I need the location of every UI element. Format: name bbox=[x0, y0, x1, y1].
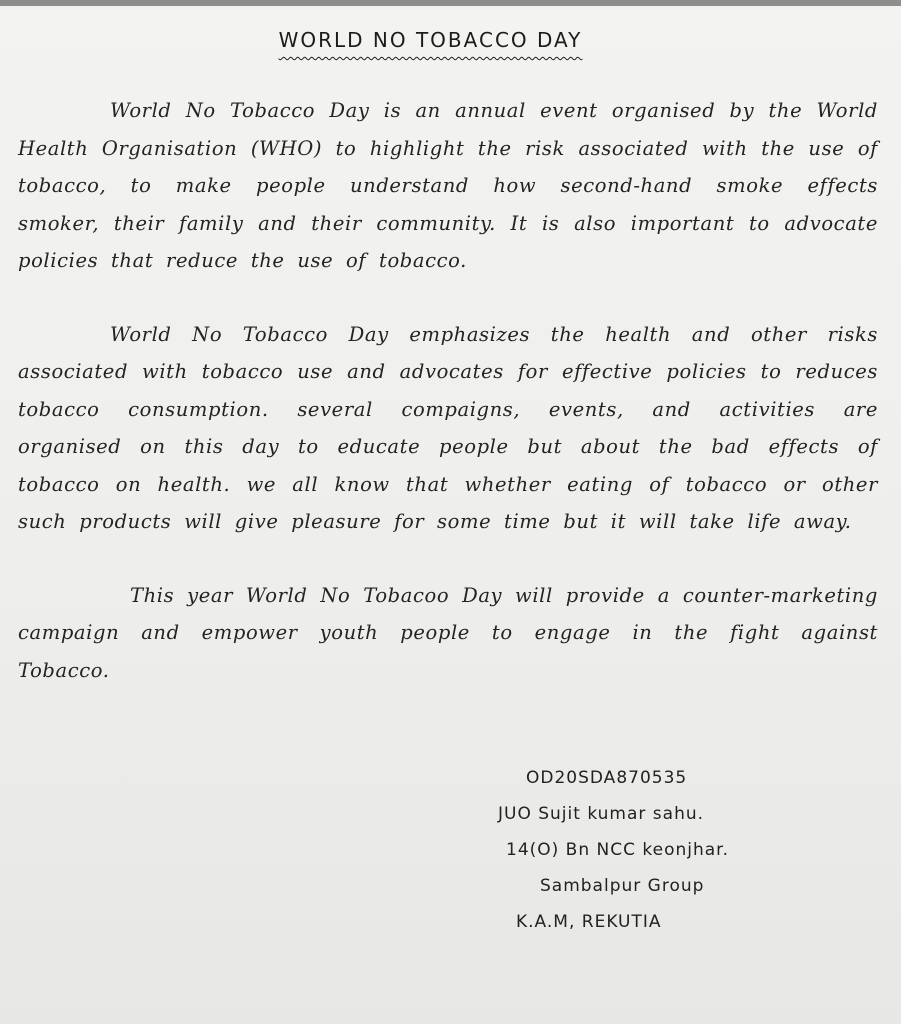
page-top-edge bbox=[0, 0, 901, 6]
paragraph-1: World No Tobacco Day is an annual event organised by the World Health Organisation (WHO) to highlight the risk associated with the use of tobacco, to make people understand how second-hand smoke effects smoker, their family and their community. It is also important to advocate policies that reduce the use of tobacco. bbox=[18, 99, 878, 272]
signature-battalion: 14(O) Bn NCC keonjhar. bbox=[506, 840, 730, 860]
signature-block bbox=[498, 760, 878, 940]
signature-cadet-number: OD20SDA870535 bbox=[526, 768, 688, 788]
signature-group: Sambalpur Group bbox=[540, 876, 705, 896]
paragraph-2: World No Tobacco Day emphasizes the health and other risks associated with tobacco use and advocates for effective policies to reduces tobacco consumption. several compaigns, events, and activities are organised on this day to educate people but about the bad effects of tobacco on health. we all know that whether eating of tobacco or other such products will give pleasure for some time but it will take life away. bbox=[18, 322, 878, 533]
paragraph-3: This year World No Tobacoo Day will provide a counter-marketing campaign and empower youth people to engage in the fight against Tobacco. bbox=[18, 583, 878, 682]
essay-body bbox=[18, 92, 878, 725]
signature-school: K.A.M, REKUTIA bbox=[516, 912, 662, 932]
title-container bbox=[0, 28, 901, 52]
page-title: WORLD NO TOBACCO DAY bbox=[278, 28, 583, 52]
signature-name: JUO Sujit kumar sahu. bbox=[498, 804, 705, 824]
